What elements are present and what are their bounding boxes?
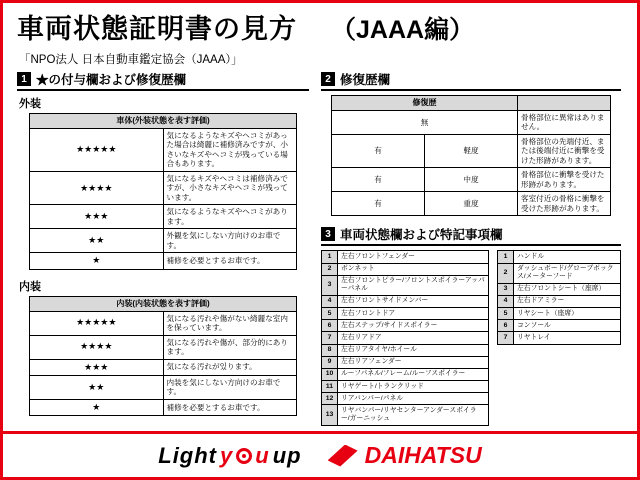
repair-level: 重度 <box>425 192 518 216</box>
repair-desc: 骨格部位の先端付近、または後端付近に衝撃を受けた形跡があります。 <box>518 134 611 167</box>
title-row <box>17 7 623 46</box>
part-index: 6 <box>498 320 514 332</box>
exterior-rank: ★★★★★ <box>30 129 164 172</box>
part-name: ルーフパネル/フレーム/ルーフスポイラー <box>338 368 489 380</box>
table-row <box>30 171 297 204</box>
part-name: ダッシュボード/グローブボックス/メーターフード <box>514 263 621 283</box>
list-item <box>322 295 489 307</box>
part-index: 1 <box>498 251 514 263</box>
section-1-number: 1 <box>17 72 31 86</box>
interior-rank: ★★★★ <box>30 335 164 359</box>
table-row <box>30 229 297 253</box>
part-name: ボンネット <box>338 263 489 275</box>
list-item <box>498 332 621 344</box>
list-item <box>322 393 489 405</box>
part-name: リヤシート（座席） <box>514 308 621 320</box>
section-1-header <box>17 70 309 91</box>
part-name: 左右フロントピラー/フロントスポイラーアッパーパネル <box>338 275 489 295</box>
list-item <box>322 263 489 275</box>
repair-history-header: 修復歴 <box>332 96 518 111</box>
part-index: 13 <box>322 405 338 425</box>
exterior-rank: ★ <box>30 253 164 269</box>
brand-logo <box>328 442 482 469</box>
daihatsu-mark-icon <box>328 445 358 467</box>
section-2-title: 修復歴欄 <box>340 73 391 87</box>
table-row <box>30 359 297 375</box>
slogan-u: u <box>255 442 270 468</box>
list-item <box>322 405 489 425</box>
table-row <box>30 399 297 415</box>
repair-history-table <box>331 95 611 216</box>
list-item <box>322 275 489 295</box>
exterior-desc: 気になるようなキズやヘコミがあった場合は綺麗に補修済みですが、小さいなキズやヘコミが残っている場合もあります。 <box>163 129 297 172</box>
brand-name: DAIHATSU <box>364 442 482 468</box>
table-row <box>332 192 611 216</box>
table-row <box>30 296 297 311</box>
part-name: リヤゲート/トランクリッド <box>338 381 489 393</box>
list-item <box>498 283 621 295</box>
section-3-header <box>321 225 621 246</box>
part-name: リヤトレイ <box>514 332 621 344</box>
section-2-number: 2 <box>321 72 335 86</box>
exterior-table-header: 車体(外装状態を表す評価) <box>30 114 297 129</box>
part-name: 左右リアフェンダー <box>338 356 489 368</box>
list-item <box>498 263 621 283</box>
slogan <box>158 443 301 469</box>
interior-parts-table <box>497 250 621 344</box>
part-index: 2 <box>498 263 514 283</box>
document-header <box>3 3 637 67</box>
part-name: 左右リアタイヤ/ホイール <box>338 344 489 356</box>
part-name: ハンドル <box>514 251 621 263</box>
exterior-desc: 気になるキズやヘコミは補修済みですが、小さなキズやヘコミが残っています。 <box>163 171 297 204</box>
part-name: コンソール <box>514 320 621 332</box>
list-item <box>498 320 621 332</box>
part-index: 9 <box>322 356 338 368</box>
footer <box>3 431 637 477</box>
repair-level: 軽度 <box>425 134 518 167</box>
part-index: 3 <box>498 283 514 295</box>
part-index: 12 <box>322 393 338 405</box>
repair-level: 中度 <box>425 168 518 192</box>
part-name: 左右フロントシート（座席） <box>514 283 621 295</box>
list-item <box>498 295 621 307</box>
table-row <box>332 168 611 192</box>
interior-desc: 気になる汚れや傷がない綺麗な室内を保っています。 <box>163 311 297 335</box>
parts-lists <box>321 250 621 425</box>
repair-desc: 客室付近の骨格に衝撃を受けた形跡があります。 <box>518 192 611 216</box>
interior-table-header: 内装(内装状態を表す評価) <box>30 296 297 311</box>
interior-desc: 補修を必要とするお車です。 <box>163 399 297 415</box>
list-item <box>498 308 621 320</box>
list-item <box>322 308 489 320</box>
slogan-up: up <box>272 442 302 468</box>
exterior-desc: 補修を必要とするお車です。 <box>163 253 297 269</box>
slogan-y: y <box>220 442 234 468</box>
table-row <box>30 311 297 335</box>
part-index: 4 <box>498 295 514 307</box>
list-item <box>322 344 489 356</box>
repair-desc: 骨格部位に衝撃を受けた形跡があります。 <box>518 168 611 192</box>
section-1-title: ★の付与欄および修復歴欄 <box>36 73 187 87</box>
exterior-label: 外装 <box>19 98 41 110</box>
exterior-table <box>29 113 297 270</box>
part-index: 8 <box>322 344 338 356</box>
page-title: 車両状態証明書の見方 <box>17 14 297 44</box>
exterior-desc: 外観を気にしない方向けのお車です。 <box>163 229 297 253</box>
part-name: リアバンパー/パネル <box>338 393 489 405</box>
part-name: 左右リアドア <box>338 332 489 344</box>
list-item <box>322 356 489 368</box>
part-name: 左右フロントフェンダー <box>338 251 489 263</box>
association-name: 「NPO法人 日本自動車鑑定協会（JAAA）」 <box>19 54 243 66</box>
section-3-number: 3 <box>321 227 335 241</box>
repair-history-header-blank <box>518 96 611 111</box>
table-row <box>30 129 297 172</box>
repair-mark: 有 <box>332 192 425 216</box>
interior-rank: ★ <box>30 399 164 415</box>
exterior-rank: ★★ <box>30 229 164 253</box>
table-row <box>332 96 611 111</box>
part-index: 6 <box>322 320 338 332</box>
right-column <box>321 70 621 426</box>
list-item <box>322 381 489 393</box>
table-row <box>30 253 297 269</box>
part-index: 3 <box>322 275 338 295</box>
list-item <box>322 332 489 344</box>
repair-desc: 骨格部位に異常はありません。 <box>518 111 611 135</box>
section-3-title: 車両状態欄および特記事項欄 <box>340 228 503 243</box>
table-row <box>332 111 611 135</box>
part-name: 左右ステップ/サイドスポイラー <box>338 320 489 332</box>
list-item <box>322 368 489 380</box>
repair-mark: 有 <box>332 134 425 167</box>
part-name: 左右フロントドア <box>338 308 489 320</box>
interior-desc: 気になる汚れや傷が、部分的にあります。 <box>163 335 297 359</box>
part-index: 7 <box>322 332 338 344</box>
table-row <box>30 114 297 129</box>
exterior-rank: ★★★ <box>30 205 164 229</box>
table-row <box>332 134 611 167</box>
exterior-parts-table <box>321 250 489 425</box>
table-row <box>30 335 297 359</box>
part-index: 5 <box>322 308 338 320</box>
interior-label: 内装 <box>19 280 41 293</box>
list-item <box>322 251 489 263</box>
part-index: 7 <box>498 332 514 344</box>
repair-mark: 有 <box>332 168 425 192</box>
page-title-suffix: （JAAA編） <box>331 16 475 44</box>
left-column <box>17 70 309 426</box>
list-item <box>498 251 621 263</box>
interior-rank: ★★★★★ <box>30 311 164 335</box>
part-index: 5 <box>498 308 514 320</box>
slogan-light: Light <box>158 442 218 468</box>
exterior-desc: 気になるようなキズやヘコミがあります。 <box>163 205 297 229</box>
part-index: 1 <box>322 251 338 263</box>
section-2-header <box>321 70 621 91</box>
part-name: 左右フロントサイドメンバー <box>338 295 489 307</box>
list-item <box>322 320 489 332</box>
table-row <box>30 205 297 229</box>
interior-desc: 気になる汚れが있ります。 <box>163 359 297 375</box>
repair-mark: 無 <box>332 111 518 135</box>
part-name: 左右ドアミラー <box>514 295 621 307</box>
table-row <box>30 375 297 399</box>
part-index: 4 <box>322 295 338 307</box>
part-name: リヤバンパー/リヤセンターアンダースポイラー/ガーニッシュ <box>338 405 489 425</box>
exterior-rank: ★★★★ <box>30 171 164 204</box>
circle-icon <box>236 448 252 464</box>
content-columns <box>3 67 637 426</box>
part-index: 11 <box>322 381 338 393</box>
interior-desc: 内装を気にしない方向けのお車です。 <box>163 375 297 399</box>
interior-table <box>29 296 297 416</box>
part-index: 2 <box>322 263 338 275</box>
part-index: 10 <box>322 368 338 380</box>
interior-rank: ★★★ <box>30 359 164 375</box>
interior-rank: ★★ <box>30 375 164 399</box>
